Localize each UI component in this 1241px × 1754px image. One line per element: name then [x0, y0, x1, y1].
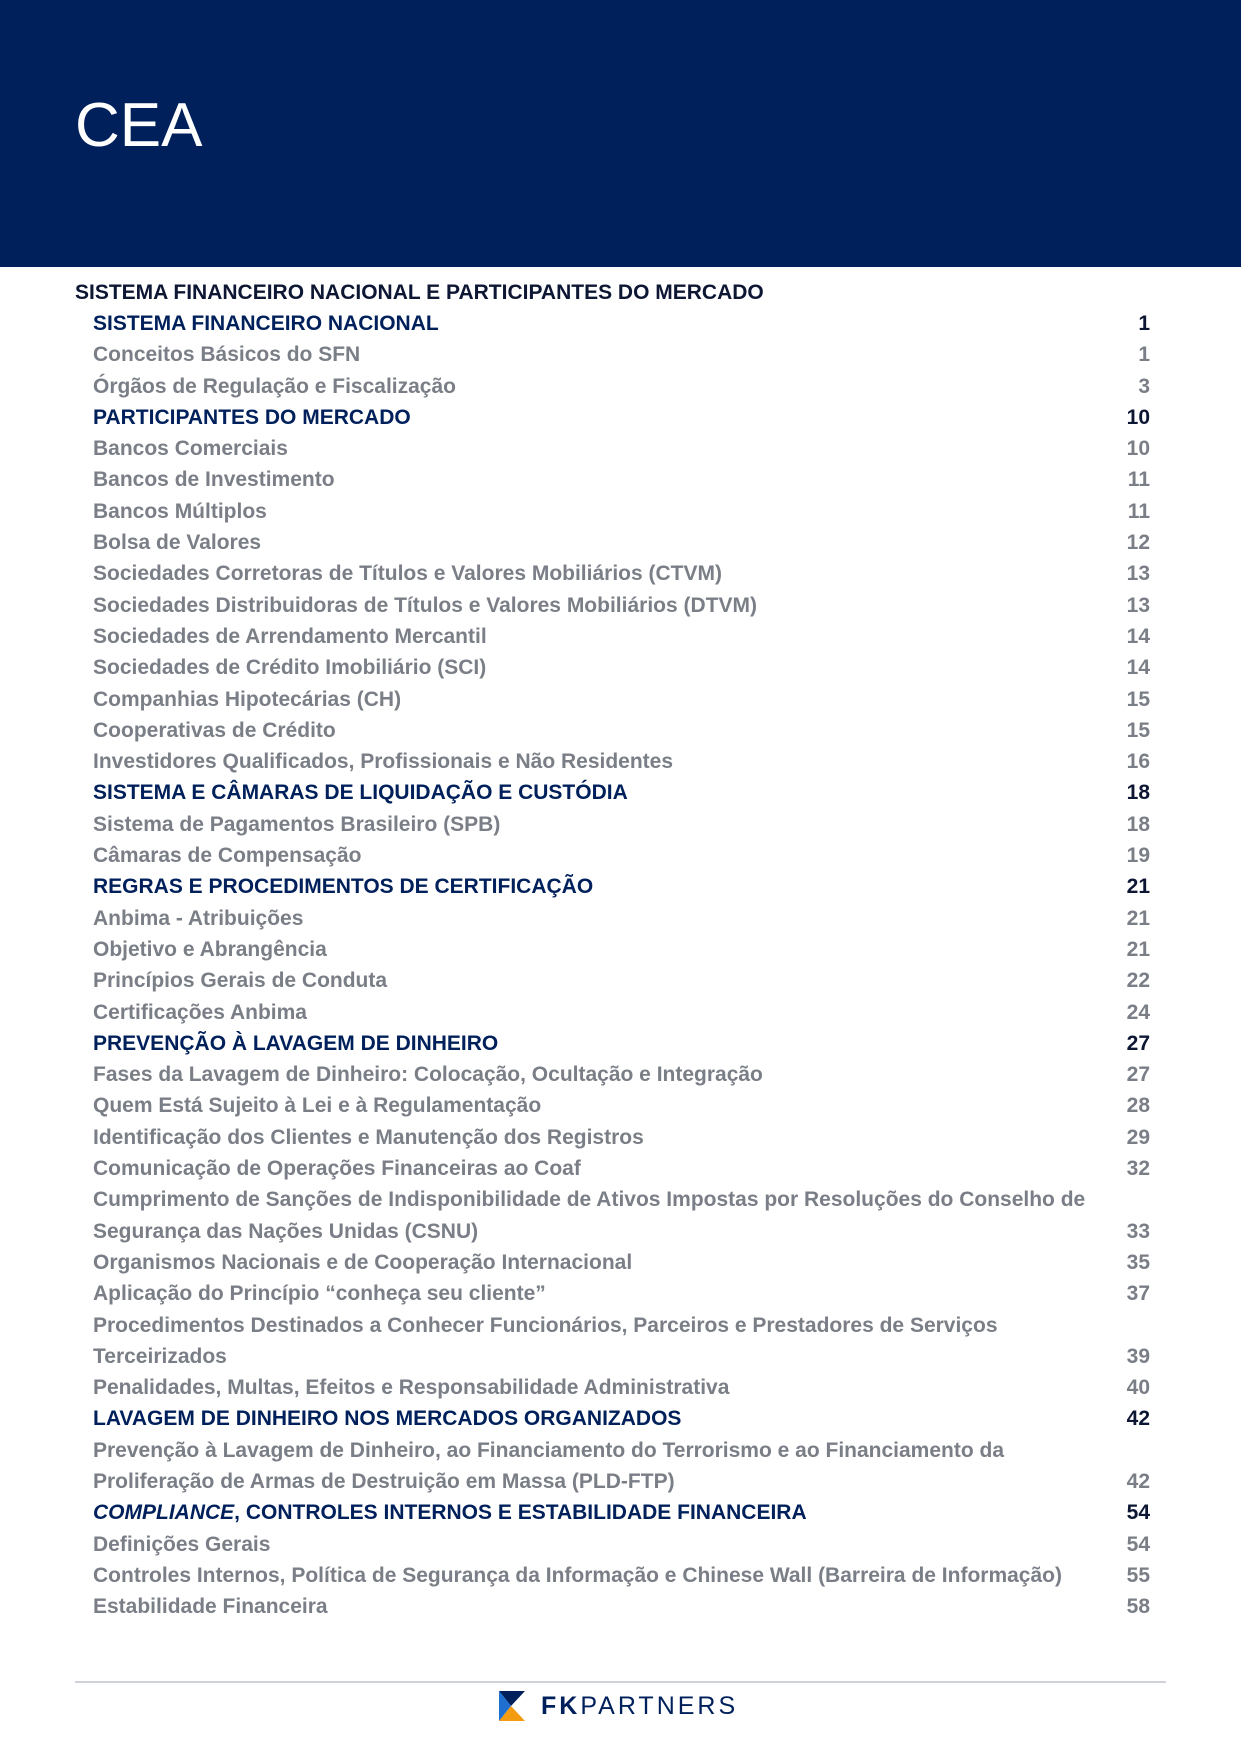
toc-chapter-row[interactable]	[75, 871, 1150, 902]
toc-section-row[interactable]	[75, 1529, 1150, 1560]
toc-page-number: 18	[1126, 812, 1150, 836]
toc-section-row[interactable]	[75, 371, 1150, 402]
toc-page-number: 54	[1126, 1501, 1150, 1525]
toc-page-number: 22	[1126, 969, 1150, 993]
toc-page-number: 15	[1126, 718, 1150, 742]
toc-page-number: 27	[1126, 1063, 1150, 1087]
logo-wordmark	[541, 1692, 738, 1721]
toc-page-number: 40	[1126, 1376, 1150, 1400]
toc-section-row[interactable]	[75, 339, 1150, 370]
toc-entry-title: Conceitos Básicos do SFN	[93, 343, 361, 367]
toc-entry-title: Cooperativas de Crédito	[93, 718, 336, 742]
toc-section-row[interactable]	[75, 1560, 1150, 1591]
toc-section-row[interactable]	[75, 997, 1150, 1028]
toc-entry-title: Comunicação de Operações Financeiras ao Coaf	[93, 1157, 581, 1181]
toc-section-row[interactable]	[75, 1122, 1150, 1153]
toc-page-number: 18	[1126, 781, 1150, 805]
toc-section-row[interactable]	[75, 1184, 1150, 1247]
toc-page-number: 3	[1138, 374, 1150, 398]
toc-section-row[interactable]	[75, 1059, 1150, 1090]
toc-entry-title: Prevenção à Lavagem de Dinheiro, ao Financiamento do Terrorismo e ao Financiamento da Proliferação de Armas de Destruição em Massa (PLD-FTP)	[93, 1438, 1005, 1493]
toc-section-row[interactable]	[75, 652, 1150, 683]
toc-entry-title-rest: , CONTROLES INTERNOS E ESTABILIDADE FINANCEIRA	[234, 1501, 807, 1525]
toc-page-number: 16	[1126, 750, 1150, 774]
toc-entry-title: Controles Internos, Política de Segurança da Informação e Chinese Wall (Barreira de Informação)	[93, 1563, 1062, 1587]
toc-page-number: 24	[1126, 1000, 1150, 1024]
fk-logo-icon	[497, 1689, 527, 1723]
toc-entry-title: Câmaras de Compensação	[93, 844, 362, 868]
toc-section-row[interactable]	[75, 684, 1150, 715]
toc-entry-title: Investidores Qualificados, Profissionais e Não Residentes	[93, 750, 674, 774]
toc-section-row[interactable]	[75, 903, 1150, 934]
toc-page-number: 15	[1126, 687, 1150, 711]
toc-rows	[75, 308, 1150, 1622]
footer-logo	[497, 1686, 738, 1726]
toc-entry-title	[93, 1497, 1110, 1528]
toc-page-number: 37	[1126, 1282, 1150, 1306]
toc-chapter-row[interactable]	[75, 1403, 1150, 1434]
toc-page-number: 13	[1126, 593, 1150, 617]
toc-entry-title: Cumprimento de Sanções de Indisponibilidade de Ativos Impostas por Resoluções do Conselho de Segurança das Nações Unidas (CSNU)	[93, 1188, 1086, 1243]
toc-section-row[interactable]	[75, 496, 1150, 527]
toc-page-number: 28	[1126, 1094, 1150, 1118]
toc-page-number: 42	[1126, 1469, 1150, 1493]
toc-section-row[interactable]	[75, 433, 1150, 464]
toc-entry-title: Definições Gerais	[93, 1532, 271, 1556]
toc-entry-title: PREVENÇÃO À LAVAGEM DE DINHEIRO	[93, 1031, 499, 1055]
toc-entry-title: Objetivo e Abrangência	[93, 937, 327, 961]
toc-section-row[interactable]	[75, 558, 1150, 589]
table-of-contents	[75, 278, 1150, 1622]
toc-page-number: 27	[1126, 1031, 1150, 1055]
toc-section-row[interactable]	[75, 809, 1150, 840]
toc-chapter-row[interactable]	[75, 1028, 1150, 1059]
toc-entry-title: Sistema de Pagamentos Brasileiro (SPB)	[93, 812, 501, 836]
toc-section-row[interactable]	[75, 934, 1150, 965]
toc-chapter-row[interactable]	[75, 402, 1150, 433]
toc-entry-title: Bolsa de Valores	[93, 531, 262, 555]
toc-section-row[interactable]	[75, 1372, 1150, 1403]
toc-section-row[interactable]	[75, 1153, 1150, 1184]
header-band	[0, 0, 1241, 267]
toc-entry-title: LAVAGEM DE DINHEIRO NOS MERCADOS ORGANIZADOS	[93, 1407, 682, 1431]
toc-page-number: 39	[1126, 1344, 1150, 1368]
toc-page-number: 19	[1126, 844, 1150, 868]
toc-page-number: 14	[1126, 624, 1150, 648]
toc-page-number: 58	[1126, 1595, 1150, 1619]
toc-page-number: 32	[1126, 1157, 1150, 1181]
toc-page-number: 12	[1126, 531, 1150, 555]
toc-entry-title: Órgãos de Regulação e Fiscalização	[93, 374, 456, 398]
toc-entry-title: REGRAS E PROCEDIMENTOS DE CERTIFICAÇÃO	[93, 875, 594, 899]
toc-section-row[interactable]	[75, 1090, 1150, 1121]
toc-page-number: 55	[1126, 1563, 1150, 1587]
toc-section-row[interactable]	[75, 527, 1150, 558]
toc-section-row[interactable]	[75, 1247, 1150, 1278]
footer-divider	[75, 1681, 1166, 1683]
toc-page-number: 29	[1126, 1125, 1150, 1149]
toc-entry-title: Sociedades Distribuidoras de Títulos e Valores Mobiliários (DTVM)	[93, 593, 757, 617]
toc-entry-title-italic: COMPLIANCE	[93, 1501, 235, 1525]
logo-wordmark-bold: FK	[541, 1691, 581, 1720]
toc-chapter-row[interactable]	[75, 308, 1150, 339]
toc-page-number: 13	[1126, 562, 1150, 586]
toc-section-row[interactable]	[75, 1591, 1150, 1622]
toc-section-row[interactable]	[75, 840, 1150, 871]
toc-entry-title: SISTEMA E CÂMARAS DE LIQUIDAÇÃO E CUSTÓDIA	[93, 781, 628, 805]
toc-entry-title: Fases da Lavagem de Dinheiro: Colocação, Ocultação e Integração	[93, 1063, 763, 1087]
toc-page-number: 1	[1138, 343, 1150, 367]
document-title: CEA	[75, 91, 203, 160]
toc-entry-title: PARTICIPANTES DO MERCADO	[93, 405, 411, 429]
toc-section-row[interactable]	[75, 1435, 1150, 1498]
toc-page-number: 14	[1126, 656, 1150, 680]
toc-chapter-row[interactable]	[75, 777, 1150, 808]
toc-page-number: 21	[1126, 937, 1150, 961]
toc-page-number: 21	[1126, 875, 1150, 899]
toc-section-row[interactable]	[75, 464, 1150, 495]
toc-entry-title: Estabilidade Financeira	[93, 1595, 328, 1619]
toc-section-row[interactable]	[75, 1310, 1150, 1373]
toc-page-number: 11	[1127, 468, 1150, 492]
toc-entry-title: Aplicação do Princípio “conheça seu cliente”	[93, 1282, 546, 1306]
toc-entry-title: Companhias Hipotecárias (CH)	[93, 687, 402, 711]
toc-section-row[interactable]	[75, 965, 1150, 996]
toc-entry-title: Bancos de Investimento	[93, 468, 335, 492]
toc-page-number: 1	[1138, 312, 1150, 335]
logo-wordmark-rest: PARTNERS	[580, 1691, 739, 1720]
toc-entry-title: Sociedades Corretoras de Títulos e Valores Mobiliários (CTVM)	[93, 562, 722, 586]
toc-page-number: 10	[1126, 437, 1150, 461]
toc-section-row[interactable]	[75, 715, 1150, 746]
toc-entry-title: Bancos Comerciais	[93, 437, 288, 461]
toc-page-number: 10	[1126, 405, 1150, 429]
toc-entry-title: Quem Está Sujeito à Lei e à Regulamentação	[93, 1094, 542, 1118]
toc-entry-title: Identificação dos Clientes e Manutenção dos Registros	[93, 1125, 644, 1149]
toc-page-number: 33	[1126, 1219, 1150, 1243]
toc-section-row[interactable]	[75, 746, 1150, 777]
toc-entry-title: Penalidades, Multas, Efeitos e Responsabilidade Administrativa	[93, 1376, 730, 1400]
toc-entry-title: Anbima - Atribuições	[93, 906, 304, 930]
toc-entry-title: Princípios Gerais de Conduta	[93, 969, 388, 993]
toc-page-number: 35	[1126, 1250, 1150, 1274]
toc-chapter-row[interactable]	[75, 1497, 1150, 1528]
toc-entry-title: Organismos Nacionais e de Cooperação Internacional	[93, 1250, 633, 1274]
toc-section-row[interactable]	[75, 590, 1150, 621]
toc-page-number: 11	[1127, 499, 1150, 523]
toc-section-row[interactable]	[75, 621, 1150, 652]
toc-section-row[interactable]	[75, 1278, 1150, 1309]
toc-entry-title: Sociedades de Crédito Imobiliário (SCI)	[93, 656, 487, 680]
toc-entry-title: Certificações Anbima	[93, 1000, 307, 1024]
toc-page-number: 54	[1126, 1532, 1150, 1556]
toc-entry-title: Sociedades de Arrendamento Mercantil	[93, 624, 487, 648]
toc-part-title: SISTEMA FINANCEIRO NACIONAL E PARTICIPANTES DO MERCADO	[75, 281, 764, 304]
toc-page-number: 42	[1126, 1407, 1150, 1431]
toc-entry-title: Bancos Múltiplos	[93, 499, 267, 523]
toc-entry-title: SISTEMA FINANCEIRO NACIONAL	[93, 312, 439, 335]
toc-entry-title: Procedimentos Destinados a Conhecer Funcionários, Parceiros e Prestadores de Serviços Terceirizados	[93, 1313, 998, 1368]
toc-page-number: 21	[1126, 906, 1150, 930]
